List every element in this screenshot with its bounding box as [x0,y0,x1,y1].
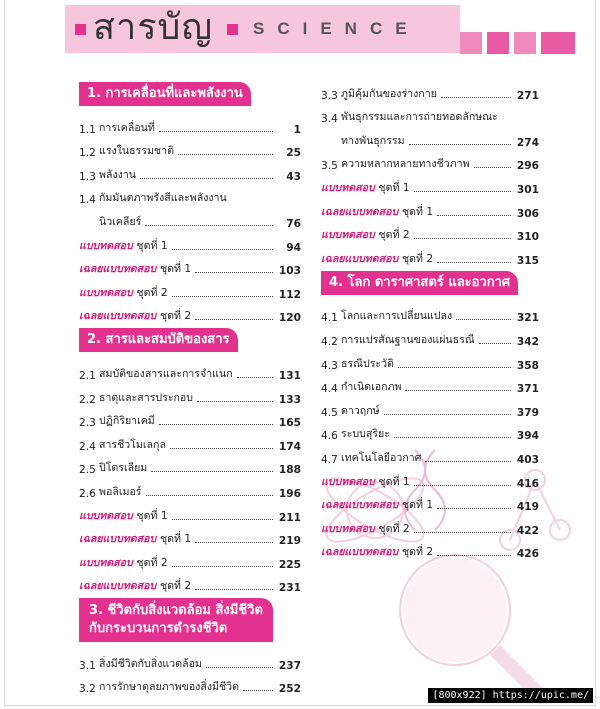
toc-entry[interactable] [321,102,539,126]
exam-set: ชุดที่ 1 [401,499,434,512]
dot-leader [437,555,511,556]
header-square-1 [460,32,482,54]
exam-label: แบบทดสอบ [79,556,133,569]
page-number: 188 [278,464,301,477]
page-number: 342 [516,335,539,348]
entry-title: ระบบสุริยะ [341,428,390,441]
entry-number: 4.6 [321,430,338,443]
exam-label: เฉลยแบบทดสอบ [321,546,399,559]
toc-exam-entry[interactable] [79,230,301,254]
dot-leader [474,167,511,168]
toc-entry[interactable] [321,348,539,372]
page-number: 120 [278,312,301,325]
entry-number: 4.4 [321,383,338,396]
entry-title [321,203,433,220]
entry-number: 1.3 [79,170,96,183]
exam-set: ชุดที่ 1 [136,509,168,522]
entry-number: 2.4 [79,440,96,453]
entry-number: 4.7 [321,453,338,466]
exam-set: ชุดที่ 2 [401,546,434,559]
toc-entry[interactable] [79,406,301,430]
exam-set: ชุดที่ 2 [159,580,192,593]
entry-title: พลังงาน [99,168,137,181]
toc-entry[interactable] [79,159,301,183]
entry-title: กัมมันตภาพรังสีและพลังงาน [99,192,227,205]
entry-title [321,250,433,267]
toc-exam-entry[interactable] [321,513,539,537]
dot-leader [195,542,273,543]
toc-exam-entry[interactable] [321,243,539,267]
entry-number: 3.1 [79,659,96,672]
section-heading [321,271,518,295]
page-number: 1 [293,123,301,136]
exam-set: ชุดที่ 1 [401,205,434,218]
page-header [5,0,595,58]
dot-leader [414,191,511,192]
dot-leader [146,495,274,496]
toc-entry[interactable] [79,672,301,696]
entry-title: สมบัติของสารและการจำแนก [99,367,233,380]
entry-title [321,226,410,243]
toc-entry-continuation[interactable] [321,125,539,149]
entry-number: 2.2 [79,393,96,406]
toc-entry[interactable] [79,453,301,477]
toc-entry[interactable] [79,358,301,382]
toc-entry[interactable] [79,648,301,672]
dot-leader [159,131,273,132]
dot-leader [237,377,273,378]
entry-title [79,554,168,571]
dot-leader [414,485,511,486]
page-title: สารบัญ [93,7,214,48]
page-number: 25 [286,147,301,160]
toc-exam-entry[interactable] [79,524,301,548]
dot-leader [437,215,511,216]
entry-title: ปิโตรเลียม [99,462,148,475]
dot-leader [394,437,511,438]
page-number: 274 [516,136,539,149]
entry-title: สิ่งมีชีวิตกับสิ่งแวดล้อม [99,657,202,670]
section-heading [79,598,273,642]
entry-number: 1.1 [79,123,96,136]
toc-exam-entry[interactable] [79,547,301,571]
dot-leader [151,471,273,472]
exam-label: เฉลยแบบทดสอบ [321,205,399,218]
header-square-2 [487,32,509,54]
exam-label: เฉลยแบบทดสอบ [79,310,157,323]
exam-label: เฉลยแบบทดสอบ [79,533,157,546]
dot-leader [195,589,273,590]
dot-leader [159,424,273,425]
entry-title [79,260,191,277]
toc-exam-entry[interactable] [321,537,539,561]
dot-leader [172,249,273,250]
toc-entry[interactable] [79,382,301,406]
entry-title: ธรณีประวัติ [341,357,394,370]
entry-title: ธาตุและสารประกอบ [99,391,194,404]
page-number: 165 [278,417,301,430]
dot-leader [145,225,273,226]
entry-number: 4.3 [321,359,338,372]
toc-exam-entry[interactable] [79,301,301,325]
left-column [79,78,301,695]
entry-title: กำเนิดเอกภพ [341,381,402,394]
toc-exam-entry[interactable] [79,500,301,524]
entry-number: 4.1 [321,312,338,325]
entry-title [79,237,168,254]
entry-number: 2.1 [79,369,96,382]
page-subtitle: SCIENCE [253,19,420,38]
page-number: 358 [516,359,539,372]
section-heading-line: กับกระบวนการดำรงชีวิต [89,621,228,637]
page-number: 231 [278,582,301,595]
exam-label: แบบทดสอบ [79,509,133,522]
dot-leader [172,566,273,567]
entry-title [79,307,191,324]
entry-title [79,530,191,547]
entry-number: 3.5 [321,160,338,173]
section-heading-line: 4. โลก ดาราศาสตร์ และอวกาศ [329,274,511,290]
exam-label: เฉลยแบบทดสอบ [79,580,157,593]
exam-label: แบบทดสอบ [321,475,375,488]
dot-leader [195,272,273,273]
toc-entry[interactable] [79,429,301,453]
page-number: 394 [516,430,539,443]
dot-leader [398,367,511,368]
exam-set: ชุดที่ 1 [378,475,410,488]
exam-set: ชุดที่ 2 [159,310,192,323]
page-number: 76 [286,217,301,230]
toc-exam-entry[interactable] [79,571,301,595]
exam-set: ชุดที่ 2 [136,556,168,569]
page-number: 131 [278,369,301,382]
dot-leader [414,532,511,533]
dot-leader [414,238,511,239]
entry-title [321,496,433,513]
page-number: 94 [286,241,301,254]
exam-set: ชุดที่ 2 [136,286,168,299]
entry-title [321,520,410,537]
entry-title: ภูมิคุ้มกันของร่างกาย [341,87,437,100]
entry-title: ปฏิกิริยาเคมี [99,415,155,428]
entry-title [321,543,433,560]
page-number: 296 [516,160,539,173]
page-number: 271 [516,89,539,102]
dot-leader [437,262,511,263]
entry-number: 2.5 [79,464,96,477]
page-number: 306 [516,207,539,220]
entry-title: พันธุกรรมและการถ่ายทอดลักษณะ [341,111,498,124]
entry-number: 3.2 [79,683,96,696]
page-number: 310 [516,231,539,244]
entry-title: การรักษาดุลยภาพของสิ่งมีชีวิต [99,681,239,694]
dot-leader [409,144,511,145]
toc-exam-entry[interactable] [321,466,539,490]
entry-title-continuation: ทางพันธุกรรม [341,134,405,147]
watermark: [800x922] https://upic.me/ [428,688,593,703]
entry-title: แรงในธรรมชาติ [99,145,174,158]
exam-set: ชุดที่ 1 [159,533,192,546]
entry-number: 1.2 [79,147,96,160]
page-number: 196 [278,487,301,500]
exam-label: แบบทดสอบ [321,522,375,535]
section-heading [79,82,251,106]
page-number: 379 [516,406,539,419]
dot-leader [405,390,511,391]
page-number: 403 [516,453,539,466]
dot-leader [178,154,273,155]
page-number: 419 [516,501,539,514]
entry-number: 1.4 [79,194,96,207]
dot-leader [437,508,511,509]
dot-leader [170,448,273,449]
toc-exam-entry[interactable] [321,196,539,220]
section-heading [79,328,238,352]
exam-label: แบบทดสอบ [79,239,133,252]
entry-title [79,507,168,524]
page-number: 174 [278,440,301,453]
toc-exam-entry[interactable] [321,490,539,514]
entry-title: โลกและการเปลี่ยนแปลง [341,310,453,323]
toc-entry[interactable] [321,395,539,419]
dot-leader [456,319,511,320]
page-number: 237 [278,659,301,672]
entry-title [79,284,168,301]
toc-exam-entry[interactable] [79,254,301,278]
exam-label: แบบทดสอบ [79,286,133,299]
page-number: 301 [516,183,539,196]
toc-entry[interactable] [321,419,539,443]
section-heading-line: 2. สารและสมบัติของสาร [87,332,230,348]
entry-number: 4.2 [321,335,338,348]
entry-number: 2.6 [79,487,96,500]
page-number: 371 [516,383,539,396]
exam-label: เฉลยแบบทดสอบ [321,499,399,512]
entry-title: สารชีวโมเลกุล [99,438,166,451]
page [4,0,596,706]
toc-exam-entry[interactable] [79,277,301,301]
entry-title: การแปรสัณฐานของแผ่นธรณี [341,333,475,346]
exam-set: ชุดที่ 1 [378,181,410,194]
dot-leader [195,319,273,320]
exam-set: ชุดที่ 1 [136,239,168,252]
toc-entry[interactable] [79,136,301,160]
header-bullet-left [75,24,86,35]
entry-title: เทคโนโลยีอวกาศ [341,451,422,464]
exam-label: แบบทดสอบ [321,229,375,242]
page-number: 219 [278,535,301,548]
dot-leader [441,97,511,98]
toc-entry[interactable] [79,112,301,136]
dot-leader [425,461,511,462]
page-number: 133 [278,393,301,406]
page-number: 252 [278,683,301,696]
entry-title-continuation: นิวเคลียร์ [99,215,142,228]
entry-number: 4.5 [321,406,338,419]
page-number: 211 [278,511,301,524]
exam-set: ชุดที่ 1 [159,263,192,276]
exam-label: แบบทดสอบ [321,181,375,194]
section-heading-line: 1. การเคลื่อนที่และพลังงาน [87,86,243,101]
entry-title: การเคลื่อนที่ [99,121,155,134]
toc-exam-entry[interactable] [321,172,539,196]
dot-leader [172,519,273,520]
page-number: 112 [278,288,301,301]
entry-title [321,179,410,196]
exam-set: ชุดที่ 2 [378,229,410,242]
toc-entry[interactable] [321,149,539,173]
exam-set: ชุดที่ 2 [401,252,434,265]
entry-title: ดาวฤกษ์ [341,404,380,417]
toc-entry[interactable] [321,442,539,466]
section-heading-line: 3. ชีวิตกับสิ่งแวดล้อม สิ่งมีชีวิต [89,603,263,619]
page-number: 225 [278,558,301,571]
toc-entry[interactable] [321,78,539,102]
entry-number: 3.3 [321,89,338,102]
toc-entry[interactable] [321,372,539,396]
right-column [321,78,539,560]
toc-entry[interactable] [321,324,539,348]
entry-title: พอลิเมอร์ [99,485,142,498]
page-number: 103 [278,265,301,278]
header-square-3 [514,32,536,54]
dot-leader [206,667,273,668]
dot-leader [140,178,273,179]
exam-set: ชุดที่ 2 [378,522,410,535]
page-number: 416 [516,477,539,490]
dot-leader [384,414,511,415]
entry-number: 3.4 [321,113,338,126]
page-number: 422 [516,524,539,537]
page-number: 426 [516,548,539,561]
page-number: 321 [516,312,539,325]
dot-leader [479,343,511,344]
exam-label: เฉลยแบบทดสอบ [79,263,157,276]
header-square-4 [541,32,575,54]
entry-title [79,577,191,594]
toc-exam-entry[interactable] [321,220,539,244]
entry-title: ความหลากหลายทางชีวภาพ [341,158,470,171]
dot-leader [172,296,273,297]
toc-entry[interactable] [79,183,301,207]
exam-label: เฉลยแบบทดสอบ [321,252,399,265]
entry-number: 2.3 [79,417,96,430]
header-bullet-mid [227,24,238,35]
toc-entry-continuation[interactable] [79,206,301,230]
dot-leader [197,401,273,402]
toc-entry[interactable] [79,476,301,500]
toc-entry[interactable] [321,301,539,325]
page-number: 43 [286,170,301,183]
dot-leader [243,690,273,691]
page-number: 315 [516,254,539,267]
entry-title [321,473,410,490]
